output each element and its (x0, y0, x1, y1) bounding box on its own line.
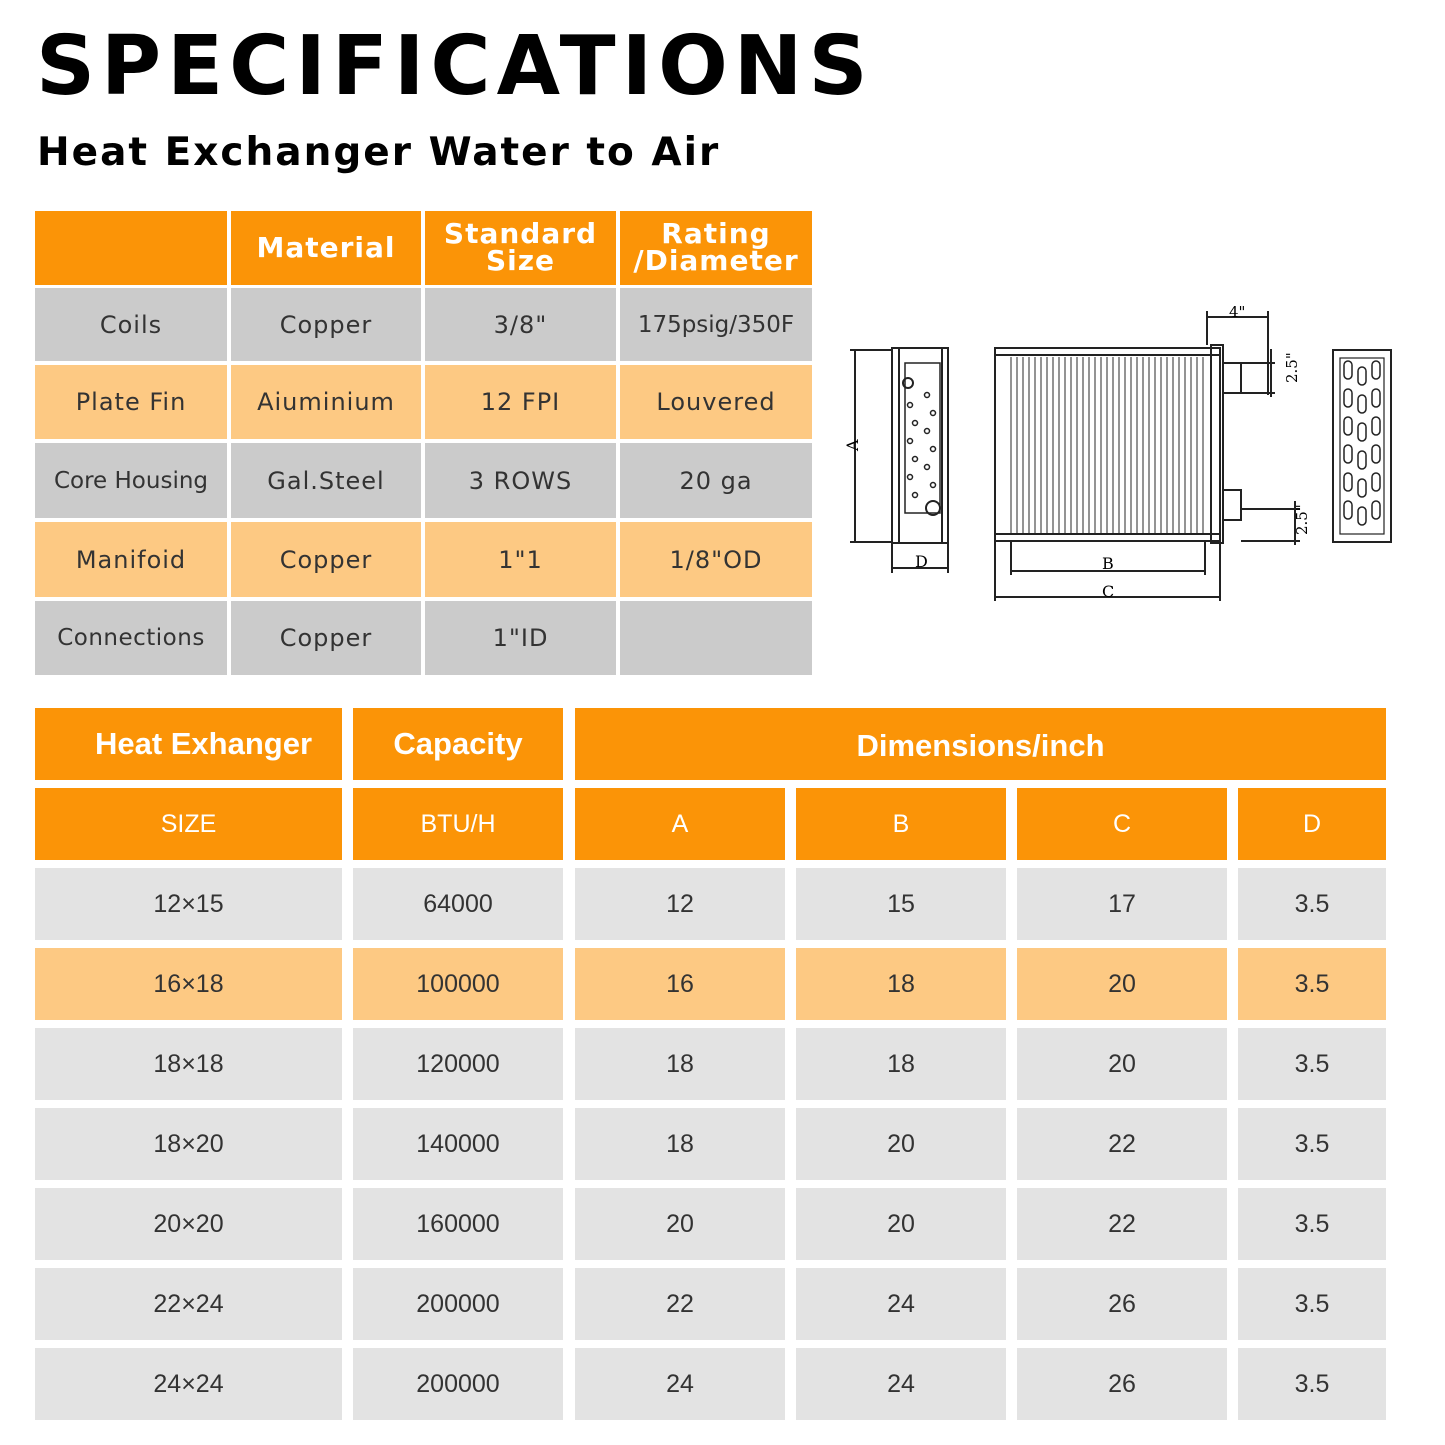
size-cell: 20 (1017, 948, 1227, 1020)
spec-header-material: Material (231, 211, 421, 285)
size-cell: 24 (796, 1268, 1006, 1340)
size-subheader-d: D (1238, 788, 1386, 860)
diagram-label-c: C (1102, 582, 1115, 601)
size-cell: 15 (796, 868, 1006, 940)
size-cell: 3.5 (1238, 1108, 1386, 1180)
size-cell: 3.5 (1238, 1348, 1386, 1420)
spec-row-size: 1"1 (425, 522, 616, 597)
spec-row-rating: 1/8"OD (620, 522, 812, 597)
size-cell: 200000 (353, 1348, 563, 1420)
size-cell: 12 (575, 868, 785, 940)
spec-row-rating: 20 ga (620, 443, 812, 518)
spec-row-material: Copper (231, 522, 421, 597)
size-cell: 26 (1017, 1348, 1227, 1420)
size-cell: 12×15 (35, 868, 342, 940)
size-cell: 120000 (353, 1028, 563, 1100)
size-subheader-size: SIZE (35, 788, 342, 860)
size-cell: 160000 (353, 1188, 563, 1260)
size-cell: 24 (575, 1348, 785, 1420)
size-cell: 3.5 (1238, 1188, 1386, 1260)
spec-row-material: Copper (231, 601, 421, 675)
spec-row-size: 3/8" (425, 288, 616, 361)
size-cell: 18 (575, 1028, 785, 1100)
size-group-header-dimensions: Dimensions/inch (575, 708, 1386, 780)
spec-header-blank (35, 211, 227, 285)
diagram-label-right-top: 2.5" (1283, 352, 1301, 383)
page-subtitle: Heat Exchanger Water to Air (37, 130, 721, 175)
spec-row-material: Copper (231, 288, 421, 361)
heat-exchanger-diagram (845, 305, 1400, 605)
size-group-header-capacity: Capacity (353, 708, 563, 780)
size-subheader-btu: BTU/H (353, 788, 563, 860)
size-cell: 17 (1017, 868, 1227, 940)
spec-row-material: Gal.Steel (231, 443, 421, 518)
size-cell: 16 (575, 948, 785, 1020)
size-cell: 16×18 (35, 948, 342, 1020)
spec-row-size: 3 ROWS (425, 443, 616, 518)
spec-row-rating: Louvered (620, 365, 812, 439)
size-cell: 20×20 (35, 1188, 342, 1260)
size-cell: 18×20 (35, 1108, 342, 1180)
size-cell: 18×18 (35, 1028, 342, 1100)
spec-row-size: 1"ID (425, 601, 616, 675)
size-cell: 100000 (353, 948, 563, 1020)
size-subheader-a: A (575, 788, 785, 860)
size-group-header-heat-exchanger: Heat Exhanger (35, 708, 342, 780)
size-cell: 20 (796, 1108, 1006, 1180)
spec-row-rating: 175psig/350F (620, 288, 812, 361)
page-title: SPECIFICATIONS (36, 19, 874, 114)
size-cell: 22 (1017, 1188, 1227, 1260)
spec-row-label: Plate Fin (35, 365, 227, 439)
diagram-label-d: D (915, 552, 928, 571)
size-cell: 26 (1017, 1268, 1227, 1340)
spec-row-label: Core Housing (35, 443, 227, 518)
size-cell: 3.5 (1238, 868, 1386, 940)
size-cell: 18 (575, 1108, 785, 1180)
spec-row-label: Connections (35, 601, 227, 675)
diagram-label-top: 4" (1229, 303, 1246, 321)
size-cell: 140000 (353, 1108, 563, 1180)
diagram-label-a: A (843, 439, 862, 451)
spec-row-rating (620, 601, 812, 675)
size-subheader-b: B (796, 788, 1006, 860)
spec-row-material: Aiuminium (231, 365, 421, 439)
size-cell: 22 (1017, 1108, 1227, 1180)
size-cell: 64000 (353, 868, 563, 940)
size-cell: 3.5 (1238, 1268, 1386, 1340)
size-cell: 3.5 (1238, 948, 1386, 1020)
size-cell: 20 (575, 1188, 785, 1260)
size-subheader-c: C (1017, 788, 1227, 860)
size-cell: 18 (796, 948, 1006, 1020)
spec-header-size: Standard Size (425, 211, 616, 285)
size-cell: 3.5 (1238, 1028, 1386, 1100)
spec-row-label: Coils (35, 288, 227, 361)
spec-row-label: Manifoid (35, 522, 227, 597)
size-cell: 18 (796, 1028, 1006, 1100)
diagram-label-b: B (1102, 554, 1114, 573)
size-cell: 20 (1017, 1028, 1227, 1100)
size-cell: 200000 (353, 1268, 563, 1340)
size-cell: 24 (796, 1348, 1006, 1420)
diagram-label-right-bottom: 2.5" (1293, 504, 1311, 535)
spec-row-size: 12 FPI (425, 365, 616, 439)
size-cell: 22×24 (35, 1268, 342, 1340)
spec-header-rating: Rating /Diameter (620, 211, 812, 285)
size-cell: 24×24 (35, 1348, 342, 1420)
size-cell: 22 (575, 1268, 785, 1340)
size-cell: 20 (796, 1188, 1006, 1260)
